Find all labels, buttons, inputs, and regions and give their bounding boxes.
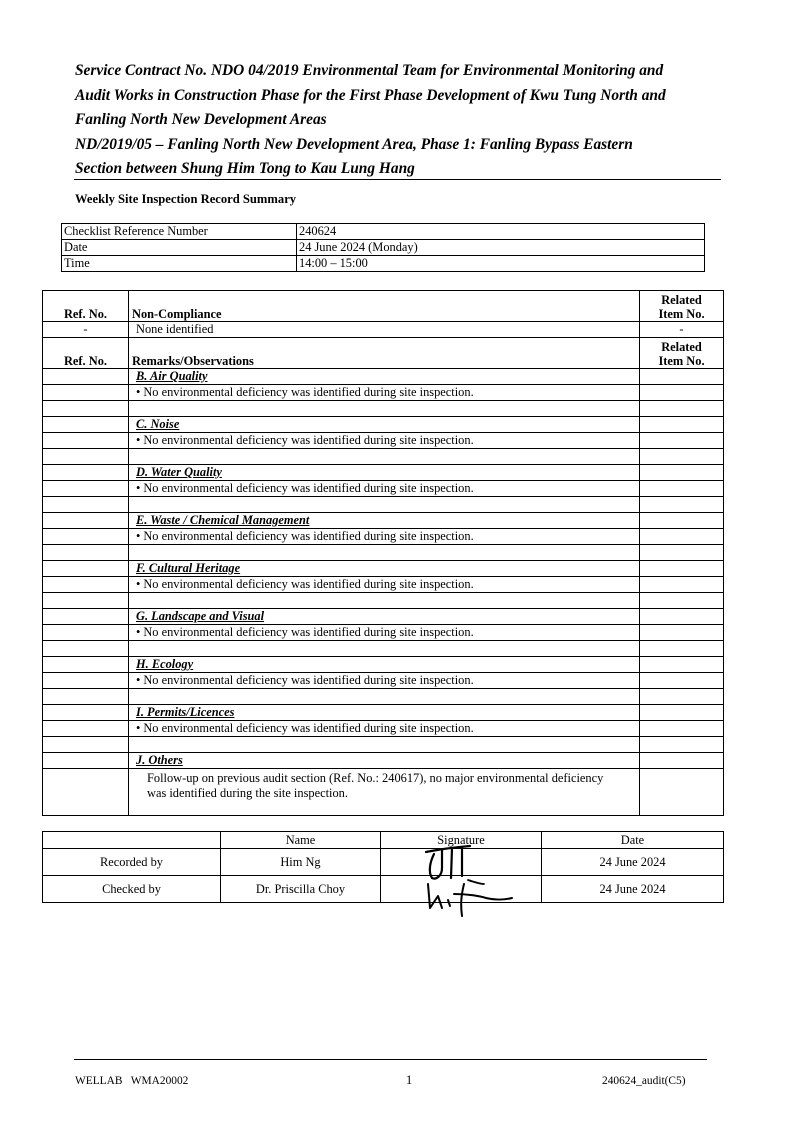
section-item: No environmental deficiency was identified during site inspection.: [143, 721, 474, 735]
list-item: [43, 673, 724, 689]
blank-row: [43, 641, 724, 657]
blank-row: [43, 497, 724, 513]
table-row: [43, 322, 724, 338]
footer-left: WELLAB WMA20002: [75, 1075, 189, 1087]
list-item: [43, 625, 724, 641]
ref-no-header: Ref. No.: [43, 338, 129, 369]
name-cell: Dr. Priscilla Choy: [221, 876, 381, 903]
title-line: ND/2019/05 – Fanling North New Development Area, Phase 1: Fanling Bypass Eastern: [75, 135, 633, 153]
section-heading: G. Landscape and Visual: [129, 609, 640, 625]
table-row: [43, 876, 724, 903]
blank-row: [43, 689, 724, 705]
section-item: No environmental deficiency was identified during site inspection.: [143, 529, 474, 543]
blank-row: [43, 593, 724, 609]
noncompliance-header: Non-Compliance: [129, 291, 640, 322]
title-line: Fanling North New Development Areas: [75, 111, 327, 128]
section-heading-row: [43, 609, 724, 625]
section-heading: E. Waste / Chemical Management: [129, 513, 640, 529]
section-heading-row: [43, 753, 724, 769]
related-item-header: [640, 291, 724, 322]
list-item: [43, 721, 724, 737]
name-header: Name: [221, 832, 381, 849]
bullet: •: [136, 385, 141, 399]
section-heading-row: [43, 657, 724, 673]
document-title: [75, 59, 715, 182]
role-cell: Checked by: [43, 876, 221, 903]
list-item: [43, 433, 724, 449]
related-header-line: Item No.: [658, 354, 705, 368]
blank-row: [43, 449, 724, 465]
related-header-line: Item No.: [658, 307, 705, 321]
footer-divider: [74, 1059, 707, 1060]
name-cell: Him Ng: [221, 849, 381, 876]
row-ref: -: [43, 322, 129, 338]
section-heading-row: [43, 513, 724, 529]
section-item: No environmental deficiency was identified during site inspection.: [143, 625, 474, 639]
noncompliance-header-row: [43, 291, 724, 322]
list-item: [43, 481, 724, 497]
date-cell: 24 June 2024: [542, 876, 724, 903]
blank-row: [43, 545, 724, 561]
section-heading: H. Ecology: [129, 657, 640, 673]
title-line: Service Contract No. NDO 04/2019 Environmental Team for Environmental Monitoring and: [75, 62, 664, 79]
date-label: Date: [62, 240, 297, 256]
related-header-line: Related: [661, 340, 702, 354]
section-item: No environmental deficiency was identified during site inspection.: [143, 385, 474, 399]
date-header: Date: [542, 832, 724, 849]
bullet: •: [136, 625, 141, 639]
section-item: No environmental deficiency was identified during site inspection.: [143, 673, 474, 687]
signature-cell: [381, 876, 542, 903]
section-heading-row: [43, 417, 724, 433]
findings-table: [42, 290, 724, 816]
bullet: •: [136, 577, 141, 591]
list-item: [43, 529, 724, 545]
signature-header: Signature: [381, 832, 542, 849]
list-item: [43, 577, 724, 593]
section-heading-row: [43, 465, 724, 481]
table-row: [62, 224, 705, 240]
section-item: No environmental deficiency was identified during site inspection.: [143, 433, 474, 447]
date-cell: 24 June 2024: [542, 849, 724, 876]
table-row: [62, 256, 705, 272]
remarks-header: Remarks/Observations: [129, 338, 640, 369]
section-heading: I. Permits/Licences: [129, 705, 640, 721]
date-value: 24 June 2024 (Monday): [297, 240, 705, 256]
section-heading: F. Cultural Heritage: [129, 561, 640, 577]
section-heading-row: [43, 369, 724, 385]
section-heading-row: [43, 561, 724, 577]
section-heading: D. Water Quality: [129, 465, 640, 481]
bullet: •: [136, 673, 141, 687]
table-row: [43, 849, 724, 876]
title-line: Audit Works in Construction Phase for the First Phase Development of Kwu Tung North and: [75, 86, 666, 104]
row-related: -: [640, 322, 724, 338]
role-cell: Recorded by: [43, 849, 221, 876]
row-text: None identified: [129, 322, 640, 338]
signature-cell: [381, 849, 542, 876]
blank-row: [43, 401, 724, 417]
bullet: •: [136, 433, 141, 447]
footer-right: 240624_audit(C5): [602, 1075, 686, 1087]
section-heading: J. Others: [129, 753, 640, 769]
section-item: No environmental deficiency was identified during site inspection.: [143, 481, 474, 495]
table-row: [62, 240, 705, 256]
others-line: was identified during the site inspection.: [147, 786, 348, 800]
ref-no-header: Ref. No.: [43, 291, 129, 322]
page-number: 1: [406, 1073, 413, 1087]
blank-row: [43, 737, 724, 753]
blank-header: [43, 832, 221, 849]
title-line: Section between Shung Him Tong to Kau Lung Hang: [75, 160, 415, 177]
list-item: [43, 385, 724, 401]
related-header-line: Related: [661, 293, 702, 307]
others-text: [129, 769, 640, 816]
checklist-label: Checklist Reference Number: [62, 224, 297, 240]
list-item: [43, 769, 724, 816]
section-heading: B. Air Quality: [129, 369, 640, 385]
section-heading-row: [43, 705, 724, 721]
bullet: •: [136, 481, 141, 495]
bullet: •: [136, 529, 141, 543]
signoff-table: [42, 831, 724, 903]
remarks-header-row: [43, 338, 724, 369]
inspection-info-table: [61, 223, 705, 272]
page-subtitle: Weekly Site Inspection Record Summary: [75, 192, 297, 206]
section-heading: C. Noise: [129, 417, 640, 433]
time-value: 14:00 – 15:00: [297, 256, 705, 272]
others-line: Follow-up on previous audit section (Ref. No.: 240617), no major environmental deficiency: [147, 771, 604, 785]
time-label: Time: [62, 256, 297, 272]
title-divider: [74, 179, 721, 180]
related-item-header: [640, 338, 724, 369]
section-item: No environmental deficiency was identified during site inspection.: [143, 577, 474, 591]
signoff-header-row: [43, 832, 724, 849]
checklist-value: 240624: [297, 224, 705, 240]
bullet: •: [136, 721, 141, 735]
